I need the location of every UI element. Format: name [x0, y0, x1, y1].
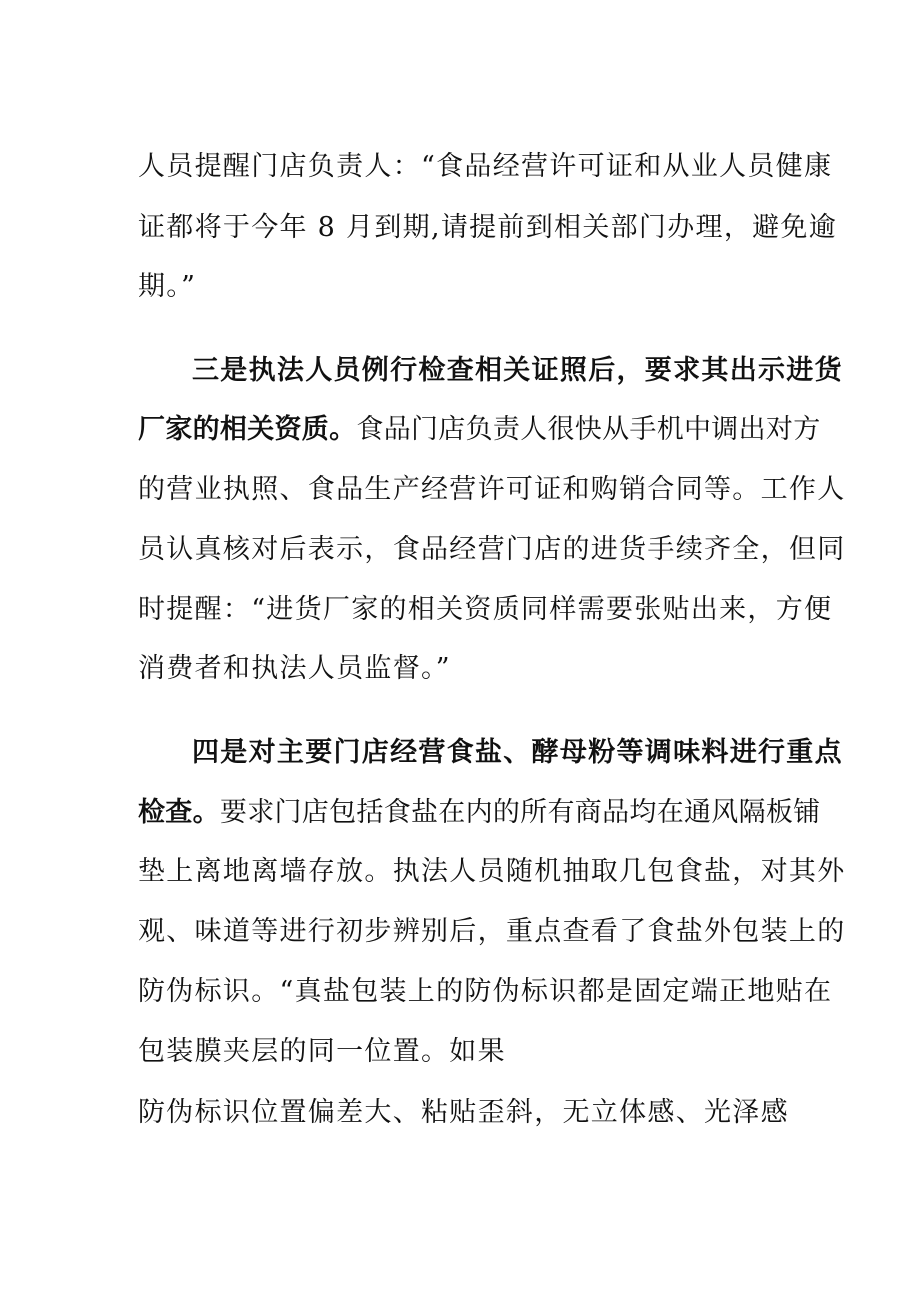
- body-text-line: 员认真核对后表示，食品经营门店的进货手续齐全，但同: [138, 534, 846, 565]
- body-text-span: 要求门店包括食盐在内的所有商品均在通风隔板铺: [219, 797, 821, 828]
- body-text-line: 人员提醒门店负责人：“食品经营许可证和从业人员健康: [138, 151, 833, 182]
- body-text-line: 消费者和执法人员监督。”: [138, 653, 451, 684]
- section-heading-line: 三是执法人员例行检查相关证照后，要求其出示进货: [192, 355, 843, 386]
- body-text-span: 食品门店负责人很快从手机中调出对方: [356, 414, 821, 445]
- body-text-line: 证都将于今年 8 月到期,请提前到相关部门办理，避免逾: [138, 212, 838, 243]
- body-text-line: [138, 413, 821, 447]
- section-heading-end: 厂家的相关资质。: [138, 414, 357, 445]
- body-text-line: 期。”: [138, 271, 197, 302]
- body-text-line: 防伪标识位置偏差大、粘贴歪斜，无立体感、光泽感: [138, 1097, 789, 1128]
- body-text-line: 防伪标识。“真盐包装上的防伪标识都是固定端正地贴在: [138, 976, 833, 1007]
- section-heading-line: 四是对主要门店经营食盐、酵母粉等调味料进行重点: [192, 737, 843, 768]
- body-text-line: 观、味道等进行初步辨别后，重点查看了食盐外包装上的: [138, 916, 846, 947]
- body-text-line: 时提醒：“进货厂家的相关资质同样需要张贴出来，方便: [138, 594, 833, 625]
- section-heading-end: 检查。: [138, 797, 220, 828]
- body-text-line: 的营业执照、食品生产经营许可证和购销合同等。工作人: [138, 474, 846, 505]
- body-text-line: 包装膜夹层的同一位置。如果: [138, 1036, 506, 1067]
- body-text-line: [138, 796, 821, 830]
- body-text-line: 垫上离地离墙存放。执法人员随机抽取几包食盐，对其外: [138, 856, 846, 887]
